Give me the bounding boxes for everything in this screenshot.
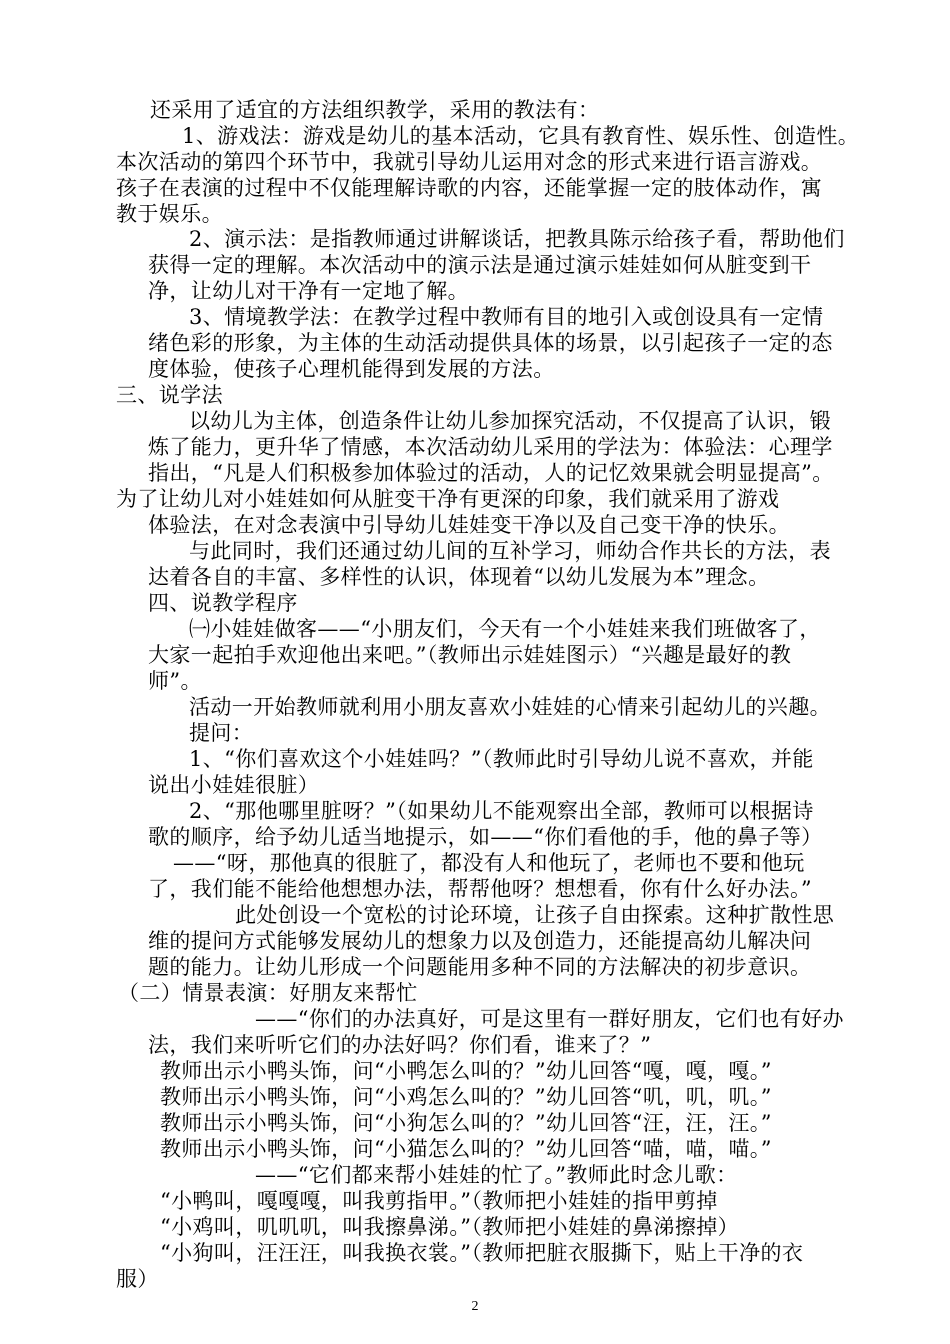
text-line: “小鸭叫，嘎嘎嘎，叫我剪指甲。”（教师把小娃娃的指甲剪掉 <box>160 1189 718 1213</box>
text-line: 以幼儿为主体，创造条件让幼儿参加探究活动，不仅提高了认识，锻 <box>189 409 831 433</box>
text-line: 师”。 <box>148 669 202 693</box>
section-heading: 三、说学法 <box>116 383 223 407</box>
text-line: 教师出示小鸭头饰，问“小狗怎么叫的？”幼儿回答“汪，汪，汪。” <box>160 1111 772 1135</box>
text-line: 大家一起拍手欢迎他出来吧。”（教师出示娃娃图示）“兴趣是最好的教 <box>148 643 792 667</box>
text-line: 1、“你们喜欢这个小娃娃吗？”（教师此时引导幼儿说不喜欢，并能 <box>189 747 814 771</box>
text-line: 教师出示小鸭头饰，问“小鸡怎么叫的？”幼儿回答“叽，叽，叽。” <box>160 1085 772 1109</box>
text-line: 2、“那他哪里脏呀？”（如果幼儿不能观察出全部，教师可以根据诗 <box>189 799 814 823</box>
text-line: 还采用了适宜的方法组织教学，采用的教法有： <box>150 98 600 122</box>
text-line: 服） <box>116 1267 159 1291</box>
text-line: 了，我们能不能给他想想办法，帮帮他呀？想想看，你有什么好办法。” <box>148 877 813 901</box>
text-line: 体验法，在对念表演中引导幼儿娃娃变干净以及自己变干净的快乐。 <box>148 513 790 537</box>
text-line: 获得一定的理解。本次活动中的演示法是通过演示娃娃如何从脏变到干 <box>148 253 812 277</box>
text-line: 教于娱乐。 <box>116 202 223 226</box>
text-line: 活动一开始教师就利用小朋友喜欢小娃娃的心情来引起幼儿的兴趣。 <box>189 695 831 719</box>
text-line: 度体验，使孩子心理机能得到发展的方法。 <box>148 357 555 381</box>
text-line: 孩子在表演的过程中不仅能理解诗歌的内容，还能掌握一定的肢体动作，寓 <box>116 176 823 200</box>
text-line: ——“它们都来帮小娃娃的忙了。”教师此时念儿歌： <box>255 1163 738 1187</box>
text-line: 与此同时，我们还通过幼儿间的互补学习，师幼合作共长的方法，表 <box>189 539 831 563</box>
text-line: 为了让幼儿对小娃娃如何从脏变干净有更深的印象，我们就采用了游戏 <box>116 487 780 511</box>
text-line: 达着各自的丰富、多样性的认识，体现着“以幼儿发展为本”理念。 <box>148 565 770 589</box>
text-line: 歌的顺序，给予幼儿适当地提示，如——“你们看他的手，他的鼻子等） <box>148 825 823 849</box>
text-line: 教师出示小鸭头饰，问“小鸭怎么叫的？”幼儿回答“嘎，嘎，嘎。” <box>160 1059 772 1083</box>
text-line: ——“呀，那他真的很脏了，都没有人和他玩了，老师也不要和他玩 <box>173 851 805 875</box>
text-line: 维的提问方式能够发展幼儿的想象力以及创造力，还能提高幼儿解决问 <box>148 929 812 953</box>
section-heading: 四、说教学程序 <box>148 591 298 615</box>
text-line: 炼了能力，更升华了情感，本次活动幼儿采用的学法为：体验法：心理学 <box>148 435 833 459</box>
page-number: 2 <box>471 1299 479 1314</box>
text-line: 题的能力。让幼儿形成一个问题能用多种不同的方法解决的初步意识。 <box>148 955 812 979</box>
text-line: 此处创设一个宽松的讨论环境，让孩子自由探索。这种扩散性思 <box>235 903 835 927</box>
text-line: 3、情境教学法：在教学过程中教师有目的地引入或创设具有一定情 <box>189 305 824 329</box>
text-line: 绪色彩的形象，为主体的生动活动提供具体的场景，以引起孩子一定的态 <box>148 331 833 355</box>
text-line: 2、演示法：是指教师通过讲解谈话，把教具陈示给孩子看，帮助他们 <box>189 227 845 251</box>
text-line: 指出，“凡是人们积极参加体验过的活动，人的记忆效果就会明显提高”。 <box>148 461 834 485</box>
text-line: 1、游戏法：游戏是幼儿的基本活动，它具有教育性、娱乐性、创造性。 <box>182 124 860 148</box>
text-line: 教师出示小鸭头饰，问“小猫怎么叫的？”幼儿回答“喵，喵，喵。” <box>160 1137 772 1161</box>
text-line: “小鸡叫，叽叽叽，叫我擦鼻涕。”（教师把小娃娃的鼻涕擦掉） <box>160 1215 740 1239</box>
text-line: ㈠小娃娃做客——“小朋友们，今天有一个小娃娃来我们班做客了， <box>189 617 821 641</box>
text-line: ——“你们的办法真好，可是这里有一群好朋友，它们也有好办 <box>255 1007 844 1031</box>
text-line: 本次活动的第四个环节中，我就引导幼儿运用对念的形式来进行语言游戏。 <box>116 150 823 174</box>
text-line: “小狗叫，汪汪汪，叫我换衣裳。”（教师把脏衣服撕下，贴上干净的衣 <box>160 1241 804 1265</box>
text-line: 净，让幼儿对干净有一定地了解。 <box>148 279 469 303</box>
text-line: 法，我们来听听它们的办法好吗？你们看，谁来了？” <box>148 1033 652 1057</box>
text-line: 说出小娃娃很脏） <box>148 773 320 797</box>
section-heading: （二）情景表演：好朋友来帮忙 <box>118 981 418 1005</box>
text-line: 提问： <box>189 721 254 745</box>
